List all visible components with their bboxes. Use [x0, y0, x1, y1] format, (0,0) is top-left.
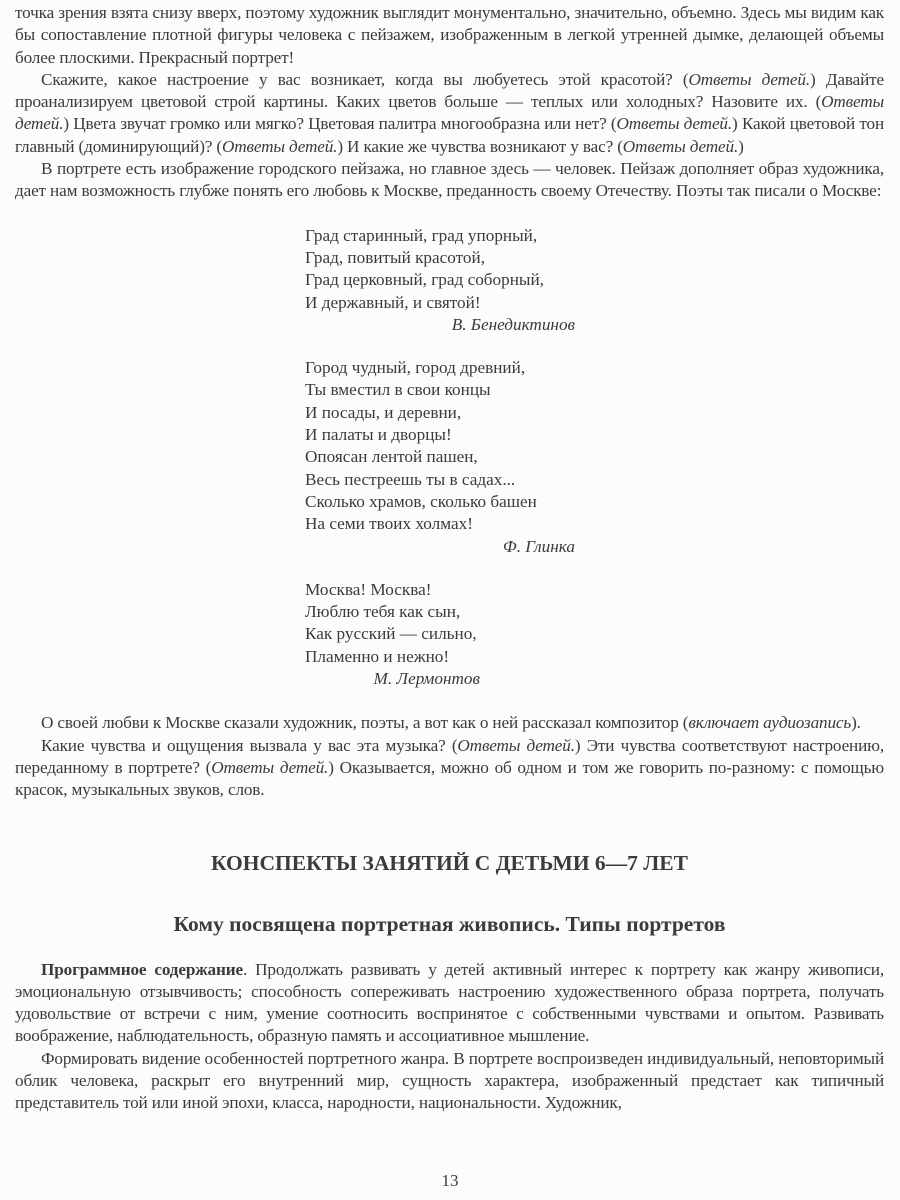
poem-glinka: [305, 357, 575, 558]
poem-line: Град церковный, град соборный,: [305, 270, 544, 290]
italic-remark: Ответы детей.: [688, 69, 810, 89]
text-run: ) Оказывается, можно об одном и том же говорить по-разному: с помощью красок, музыкальных звуков, слов.: [15, 757, 884, 800]
document-page: [15, 0, 884, 1115]
text-run: ): [738, 136, 744, 156]
italic-remark: Ответы детей.: [457, 735, 575, 755]
text-run: ) И какие же чувства возникают у вас? (: [337, 136, 623, 156]
poem-author: Ф. Глинка: [502, 536, 575, 556]
text-run: Какие чувства и ощущения вызвала у вас эта музыка? (: [41, 735, 458, 755]
text-run: ) Эти чувства соответствуют настроению, переданному в портрете? (: [15, 735, 884, 777]
poem-line: Люблю тебя как сын,: [305, 602, 461, 622]
text-run: Скажите, какое настроение у вас возникает, когда вы любуетесь этой красотой? (: [41, 69, 689, 89]
italic-remark: Ответы детей.: [622, 136, 739, 156]
poem-line: И палаты и дворцы!: [305, 425, 452, 445]
lesson-title: Кому посвящена портретная живопись. Типы портретов: [173, 911, 726, 936]
poem-line: Град старинный, град упорный,: [305, 225, 538, 245]
italic-remark: включает аудиозапись: [688, 713, 852, 733]
poem-line: Пламенно и нежно!: [305, 646, 450, 666]
section-heading: КОНСПЕКТЫ ЗАНЯТИЙ С ДЕТЬМИ 6—7 ЛЕТ: [211, 850, 688, 875]
poem-line: Как русский — сильно,: [305, 624, 477, 644]
poem-author: М. Лермонтов: [373, 669, 480, 689]
composer-paragraph: [15, 712, 884, 734]
poem-benediktinov: [305, 225, 575, 336]
poem-author: В. Бенедиктинов: [451, 314, 575, 334]
intro-paragraph-2: [15, 69, 884, 158]
intro-paragraph-3: [15, 158, 884, 203]
poem-line: На семи твоих холмах!: [305, 514, 473, 534]
italic-remark: Ответы детей.: [616, 114, 733, 134]
text-run: В портрете есть изображение городского пейзажа, но главное здесь — человек. Пейзаж дополняет образ художника, дает нам возможность глубже понять его любовь к Москве, преданность своему Отечеству. Поэты так писали о Москве:: [15, 159, 884, 201]
text-run: О своей любви к Москве сказали художник, поэты, а вот как о ней рассказал композитор (: [41, 713, 689, 733]
poem-line: Ты вместил в свои концы: [305, 380, 491, 400]
text-run: ).: [851, 713, 861, 733]
text-run: ) Какой цветовой тон главный (доминирующий)? (: [15, 114, 884, 156]
text-run: Формировать видение особенностей портретного жанра. В портрете воспроизведен индивидуальный, неповторимый облик человека, раскрыт его внутренний мир, сущность характера, изображенный предстает как типичный представитель той или иной эпохи, класса, народности, национальности. Художник,: [15, 1048, 884, 1113]
poem-line: Град, повитый красотой,: [305, 247, 486, 267]
text-run: ) Цвета звучат громко или мягко? Цветовая палитра многообразна или нет? (: [63, 114, 617, 134]
poem-line: Опоясан лентой пашен,: [305, 447, 478, 467]
poem-line: Город чудный, город древний,: [305, 358, 526, 378]
program-content-paragraph: [15, 959, 884, 1048]
text-run: ) Давайте проанализируем цветовой строй картины. Каких цветов больше — теплых или холодных? Назовите их. (: [15, 69, 885, 112]
portrait-genre-paragraph: [15, 1048, 884, 1115]
poem-lermontov: [305, 579, 480, 690]
poem-line: Весь пестреешь ты в садах...: [305, 469, 516, 489]
poem-line: Москва! Москва!: [305, 579, 432, 599]
poem-line: Сколько храмов, сколько башен: [305, 491, 537, 511]
page-number: 13: [441, 1171, 459, 1190]
poem-line: И державный, и святой!: [305, 292, 481, 312]
intro-paragraph-1: [15, 2, 884, 69]
music-paragraph: [15, 735, 884, 802]
italic-remark: Ответы детей.: [222, 136, 338, 156]
italic-remark: Ответы детей.: [211, 757, 329, 777]
program-content-label: Программное содержание: [41, 959, 243, 979]
poem-line: И посады, и деревни,: [305, 402, 462, 422]
intro-text: точка зрения взята снизу вверх, поэтому художник выглядит монументально, значительно, объемно. Здесь мы видим как бы сопоставление плотной фигуры человека с пейзажем, изображенным в легкой утренней дымке, делающей объемы более плоскими. Прекрасный портрет!: [15, 3, 884, 67]
text-run: . Продолжать развивать у детей активный интерес к портрету как жанру живописи, эмоциональную отзывчивость; способность сопереживать настроению художественного образа портрета, получать удовольствие от встречи с ним, умение соотносить воспринятое с собственными чувствами и опытом. Развивать воображение, наблюдательность, образную память и ассоциативное мышление.: [15, 959, 884, 1046]
italic-remark: Ответы детей.: [15, 92, 884, 134]
